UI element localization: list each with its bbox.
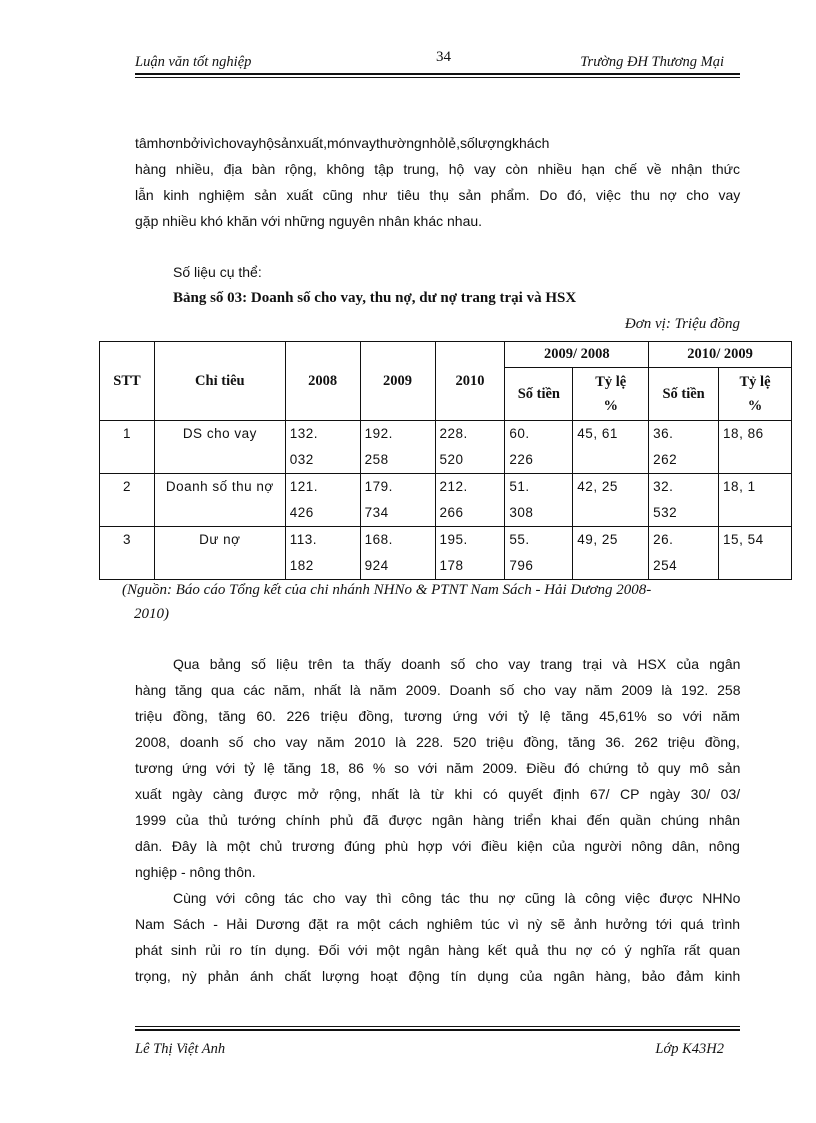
header-ty-le: Tỷ lệ % xyxy=(719,368,792,421)
intro-line: hàng nhiều, địa bàn rộng, không tập trung, hộ vay còn nhiều hạn chế về nhận thức xyxy=(135,161,740,177)
header-ty-le: Tỷ lệ % xyxy=(573,368,649,421)
cell-2009: 179. 734 xyxy=(360,474,435,527)
cell-stt: 2 xyxy=(100,474,155,527)
intro-paragraph xyxy=(135,130,740,234)
analysis-line: dân. Đây là một chủ trương đúng phù hợp với điều kiện của người nông dân, nông xyxy=(135,838,740,854)
cell-ty-le-2: 18, 1 xyxy=(719,474,792,527)
header-chi-tieu: Chỉ tiêu xyxy=(154,342,285,421)
cell-so-tien-1: 60. 226 xyxy=(505,421,573,474)
header-2010-2009: 2010/ 2009 xyxy=(649,342,792,368)
page-number: 34 xyxy=(436,49,451,65)
analysis-line: hàng tăng qua các năm, nhất là năm 2009. Doanh số cho vay năm 2009 là 192. 258 xyxy=(135,682,741,698)
header-so-tien: Số tiền xyxy=(505,368,573,421)
collection-paragraph xyxy=(135,885,740,989)
header-rule-thick xyxy=(135,73,740,75)
header-rule-thin xyxy=(135,77,740,78)
header-so-tien: Số tiền xyxy=(649,368,719,421)
cell-so-tien-2: 32. 532 xyxy=(649,474,719,527)
loan-table xyxy=(99,341,792,580)
cell-2008: 113. 182 xyxy=(285,527,360,580)
cell-ty-le-2: 15, 54 xyxy=(719,527,792,580)
cell-stt: 1 xyxy=(100,421,155,474)
footer-author: Lê Thị Việt Anh xyxy=(135,1041,226,1057)
table-title: Bảng số 03: Doanh số cho vay, thu nợ, dư nợ trang trại và HSX xyxy=(173,290,577,306)
intro-line: gặp nhiều khó khăn với những nguyên nhân khác nhau. xyxy=(135,213,483,229)
cell-ty-le-1: 42, 25 xyxy=(573,474,649,527)
collection-line: Nam Sách - Hải Dương đặt ra một cách nghiêm túc vì nỳ sẽ ảnh hưởng tới quá trình xyxy=(135,916,741,932)
header-thesis-label: Luận văn tốt nghiệp xyxy=(135,54,252,70)
collection-line: Cùng với công tác cho vay thì công tác thu nợ cũng là công việc được NHNo xyxy=(173,890,741,906)
intro-line: tâmhơnbởivìchovayhộsảnxuất,mónvaythườngnhỏlẻ,sốlượngkhách xyxy=(135,135,550,151)
header-2009: 2009 xyxy=(360,342,435,421)
table-row xyxy=(100,474,792,527)
header-university: Trường ĐH Thương Mại xyxy=(580,54,724,70)
table-source: (Nguồn: Báo cáo Tổng kết của chi nhánh NHNo & PTNT Nam Sách - Hải Dương 2008- 2010) xyxy=(122,582,652,622)
analysis-line: triệu đồng, tăng 60. 226 triệu đồng, tương ứng với tỷ lệ tăng 45,61% so với năm xyxy=(135,708,740,724)
analysis-line: xuất ngày càng được mở rộng, nhất là từ khi có quyết định 67/ CP ngày 30/ 03/ xyxy=(135,786,741,802)
header-stt: STT xyxy=(100,342,155,421)
footer-rule-thick xyxy=(135,1029,740,1031)
cell-name: Dư nợ xyxy=(154,527,285,580)
data-label: Số liệu cụ thể: xyxy=(173,264,262,280)
cell-ty-le-1: 45, 61 xyxy=(573,421,649,474)
cell-ty-le-1: 49, 25 xyxy=(573,527,649,580)
cell-2008: 121. 426 xyxy=(285,474,360,527)
header-2010: 2010 xyxy=(435,342,505,421)
cell-ty-le-2: 18, 86 xyxy=(719,421,792,474)
cell-2010: 212. 266 xyxy=(435,474,505,527)
footer-rule-thin xyxy=(135,1026,740,1027)
cell-2009: 168. 924 xyxy=(360,527,435,580)
analysis-line: 1999 của thủ tướng chính phủ đã được ngân hàng triển khai đến quần chúng nhân xyxy=(135,812,741,828)
table-row xyxy=(100,421,792,474)
analysis-line: Qua bảng số liệu trên ta thấy doanh số cho vay trang trại và HSX của ngân xyxy=(173,656,741,672)
cell-name: Doanh số thu nợ xyxy=(154,474,285,527)
collection-line: trọng, nỳ phản ánh chất lượng hoạt động tín dụng của ngân hàng, bảo đảm kinh xyxy=(135,968,741,984)
intro-line: lẫn kinh nghiệm sản xuất cũng như tiêu thụ sản phẩm. Do đó, việc thu nợ cho vay xyxy=(135,187,741,203)
cell-so-tien-1: 51. 308 xyxy=(505,474,573,527)
cell-stt: 3 xyxy=(100,527,155,580)
cell-so-tien-2: 36. 262 xyxy=(649,421,719,474)
cell-2009: 192. 258 xyxy=(360,421,435,474)
cell-so-tien-2: 26. 254 xyxy=(649,527,719,580)
header-2008: 2008 xyxy=(285,342,360,421)
cell-2010: 195. 178 xyxy=(435,527,505,580)
analysis-line: 2008, doanh số cho vay năm 2010 là 228. 520 triệu đồng, tăng 36. 262 triệu đồng, xyxy=(135,734,740,750)
cell-2010: 228. 520 xyxy=(435,421,505,474)
cell-name: DS cho vay xyxy=(154,421,285,474)
cell-2008: 132. 032 xyxy=(285,421,360,474)
analysis-line: tương ứng với tỷ lệ tăng 18, 86 % so với năm 2009. Điều đó chứng tỏ quy mô sản xyxy=(135,760,741,776)
collection-line: phát sinh rủi ro tín dụng. Đối với một ngân hàng kết quả thu nợ có ý nghĩa rất quan xyxy=(135,942,741,958)
footer-class: Lớp K43H2 xyxy=(655,1041,724,1057)
table-row xyxy=(100,527,792,580)
table-unit: Đơn vị: Triệu đồng xyxy=(624,316,740,332)
analysis-paragraph xyxy=(135,651,740,885)
cell-so-tien-1: 55. 796 xyxy=(505,527,573,580)
header-2009-2008: 2009/ 2008 xyxy=(505,342,649,368)
analysis-last-line: nghiệp - nông thôn. xyxy=(135,864,256,880)
